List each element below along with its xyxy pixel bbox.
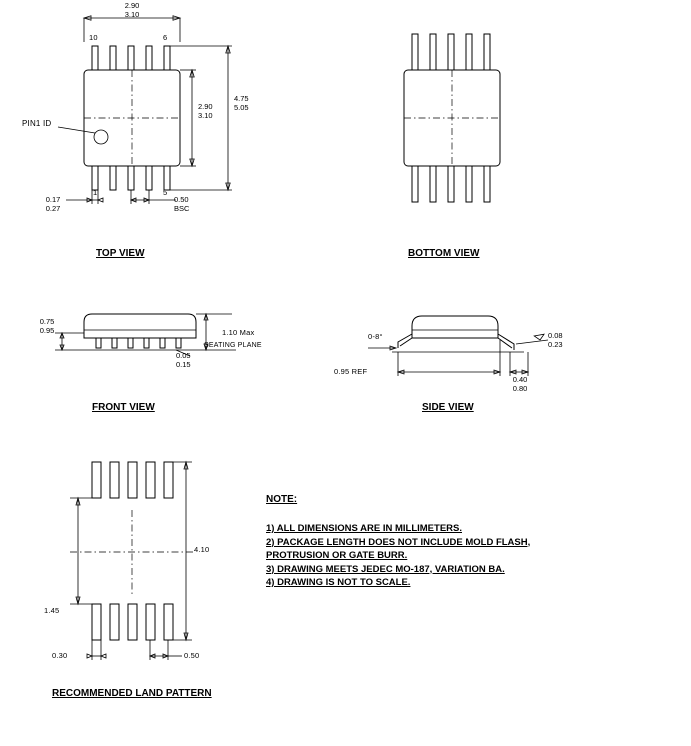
top-view-lead-width-dimension: 0.17 0.27 (45, 195, 61, 213)
side-view-graphic (368, 316, 548, 376)
top-view-pin-1-label: 1 (93, 188, 98, 197)
side-view-foot-dimension: 0.40 0.80 (512, 375, 528, 393)
front-view-standoff-dimension: 0.75 0.95 (39, 317, 55, 335)
front-view-coplanarity-dimension: 0.05 0.15 (176, 351, 191, 369)
land-pattern-graphic (70, 462, 196, 660)
side-view-ref-dimension: 0.95 REF (334, 367, 368, 376)
pin1-id-label: PIN1 ID (22, 119, 52, 128)
front-view-height-dimension: 1.10 Max (222, 328, 255, 337)
top-view-pin-5-label: 5 (163, 188, 168, 197)
note-line: 3) DRAWING MEETS JEDEC MO-187, VARIATION BA. (266, 563, 505, 575)
side-view-lead-thickness-dimension: 0.08 0.23 (548, 331, 563, 349)
land-pitch-dimension: 0.50 (184, 651, 200, 660)
top-view-title: TOP VIEW (96, 248, 145, 259)
top-view-pin-10-label: 10 (89, 33, 98, 42)
land-inner-dimension: 1.45 (44, 606, 60, 615)
top-view-body-height-dimension: 2.90 3.10 (198, 102, 213, 120)
note-heading: NOTE: (266, 494, 298, 505)
land-overall-height-dimension: 4.10 (194, 545, 210, 554)
note-line: 2) PACKAGE LENGTH DOES NOT INCLUDE MOLD FLASH, (266, 536, 531, 548)
note-line: PROTRUSION OR GATE BURR. (266, 550, 408, 561)
front-view-title: FRONT VIEW (92, 402, 155, 413)
land-pattern-title: RECOMMENDED LAND PATTERN (52, 688, 212, 699)
side-view-title: SIDE VIEW (422, 402, 474, 413)
bottom-view-graphic (404, 34, 500, 202)
land-pad-width-dimension: 0.30 (52, 651, 68, 660)
top-view-width-dimension: 2.90 3.10 (124, 1, 140, 19)
note-line: 4) DRAWING IS NOT TO SCALE. (266, 577, 411, 588)
bottom-view-title: BOTTOM VIEW (408, 248, 480, 259)
top-view-pitch-dimension: 0.50 BSC (174, 195, 190, 213)
top-view-pin-6-label: 6 (163, 33, 168, 42)
top-view-overall-dimension: 4.75 5.05 (234, 94, 249, 112)
note-list (266, 522, 530, 590)
side-view-angle-label: 0-8° (368, 332, 383, 341)
front-view-graphic (55, 314, 236, 356)
seating-plane-label: SEATING PLANE (204, 342, 262, 349)
note-line: 1) ALL DIMENSIONS ARE IN MILLIMETERS. (266, 523, 462, 534)
